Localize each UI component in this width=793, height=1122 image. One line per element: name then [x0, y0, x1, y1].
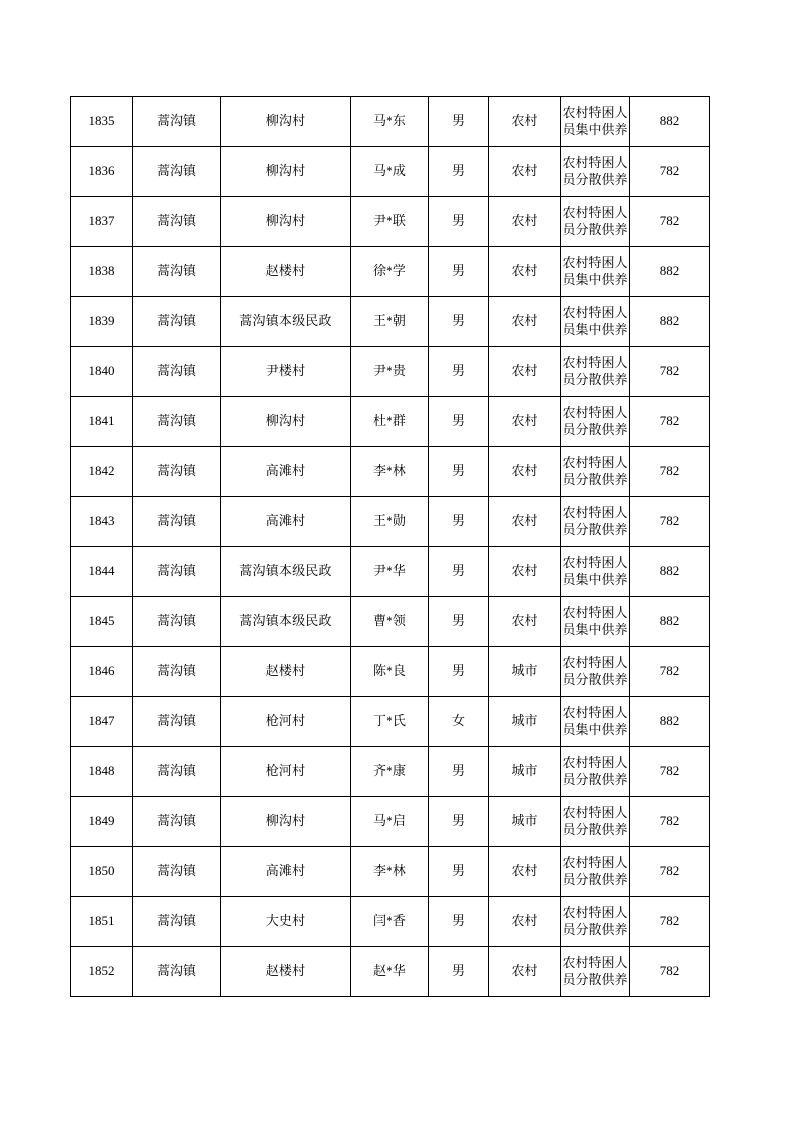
cell-sequence: 1847: [71, 697, 133, 747]
cell-township: 蒿沟镇: [133, 347, 221, 397]
table-row: [71, 947, 710, 997]
cell-township: 蒿沟镇: [133, 897, 221, 947]
cell-gender: 男: [429, 97, 489, 147]
cell-township: 蒿沟镇: [133, 797, 221, 847]
cell-person-name: 马*启: [351, 797, 429, 847]
cell-sequence: 1845: [71, 597, 133, 647]
cell-household-type: 农村: [489, 447, 561, 497]
cell-gender: 男: [429, 847, 489, 897]
table-row: [71, 797, 710, 847]
cell-assistance-category: 农村特困人员集中供养: [561, 247, 630, 297]
cell-village: 枪河村: [221, 747, 351, 797]
cell-household-type: 农村: [489, 297, 561, 347]
cell-amount: 782: [630, 347, 710, 397]
cell-township: 蒿沟镇: [133, 297, 221, 347]
table-row: [71, 197, 710, 247]
cell-gender: 男: [429, 497, 489, 547]
cell-household-type: 农村: [489, 197, 561, 247]
cell-household-type: 城市: [489, 747, 561, 797]
cell-household-type: 农村: [489, 947, 561, 997]
cell-sequence: 1849: [71, 797, 133, 847]
cell-amount: 882: [630, 247, 710, 297]
cell-person-name: 曹*领: [351, 597, 429, 647]
cell-sequence: 1846: [71, 647, 133, 697]
cell-sequence: 1848: [71, 747, 133, 797]
cell-sequence: 1841: [71, 397, 133, 447]
cell-assistance-category: 农村特困人员分散供养: [561, 347, 630, 397]
cell-person-name: 王*勋: [351, 497, 429, 547]
cell-township: 蒿沟镇: [133, 947, 221, 997]
cell-village: 柳沟村: [221, 197, 351, 247]
table-row: [71, 347, 710, 397]
cell-amount: 782: [630, 147, 710, 197]
cell-gender: 男: [429, 597, 489, 647]
cell-household-type: 农村: [489, 147, 561, 197]
cell-sequence: 1836: [71, 147, 133, 197]
cell-sequence: 1839: [71, 297, 133, 347]
cell-township: 蒿沟镇: [133, 447, 221, 497]
cell-amount: 782: [630, 897, 710, 947]
cell-person-name: 马*东: [351, 97, 429, 147]
cell-assistance-category: 农村特困人员集中供养: [561, 547, 630, 597]
table-row: [71, 447, 710, 497]
cell-township: 蒿沟镇: [133, 147, 221, 197]
cell-gender: 男: [429, 747, 489, 797]
cell-amount: 782: [630, 847, 710, 897]
cell-sequence: 1838: [71, 247, 133, 297]
cell-amount: 782: [630, 947, 710, 997]
table-row: [71, 247, 710, 297]
cell-village: 赵楼村: [221, 247, 351, 297]
cell-amount: 782: [630, 647, 710, 697]
cell-township: 蒿沟镇: [133, 397, 221, 447]
assistance-recipients-table: [70, 96, 710, 997]
table-row: [71, 597, 710, 647]
cell-assistance-category: 农村特困人员分散供养: [561, 947, 630, 997]
table-row: [71, 297, 710, 347]
cell-household-type: 农村: [489, 397, 561, 447]
cell-village: 赵楼村: [221, 647, 351, 697]
cell-assistance-category: 农村特困人员分散供养: [561, 497, 630, 547]
cell-village: 蒿沟镇本级民政: [221, 597, 351, 647]
cell-sequence: 1850: [71, 847, 133, 897]
cell-gender: 男: [429, 397, 489, 447]
cell-person-name: 尹*联: [351, 197, 429, 247]
cell-gender: 男: [429, 447, 489, 497]
cell-village: 高滩村: [221, 447, 351, 497]
cell-assistance-category: 农村特困人员分散供养: [561, 397, 630, 447]
cell-gender: 男: [429, 947, 489, 997]
cell-gender: 男: [429, 297, 489, 347]
table-row: [71, 897, 710, 947]
cell-assistance-category: 农村特困人员分散供养: [561, 747, 630, 797]
cell-assistance-category: 农村特困人员集中供养: [561, 597, 630, 647]
cell-amount: 782: [630, 197, 710, 247]
cell-household-type: 农村: [489, 347, 561, 397]
table-row: [71, 397, 710, 447]
cell-gender: 男: [429, 197, 489, 247]
cell-village: 尹楼村: [221, 347, 351, 397]
cell-village: 蒿沟镇本级民政: [221, 547, 351, 597]
cell-amount: 782: [630, 797, 710, 847]
cell-sequence: 1842: [71, 447, 133, 497]
cell-household-type: 农村: [489, 847, 561, 897]
cell-township: 蒿沟镇: [133, 97, 221, 147]
cell-gender: 女: [429, 697, 489, 747]
cell-sequence: 1837: [71, 197, 133, 247]
cell-sequence: 1852: [71, 947, 133, 997]
cell-township: 蒿沟镇: [133, 197, 221, 247]
cell-amount: 782: [630, 397, 710, 447]
cell-person-name: 尹*华: [351, 547, 429, 597]
table-row: [71, 97, 710, 147]
table-row: [71, 497, 710, 547]
cell-person-name: 赵*华: [351, 947, 429, 997]
cell-assistance-category: 农村特困人员分散供养: [561, 147, 630, 197]
cell-township: 蒿沟镇: [133, 547, 221, 597]
cell-assistance-category: 农村特困人员集中供养: [561, 97, 630, 147]
cell-household-type: 农村: [489, 97, 561, 147]
cell-sequence: 1844: [71, 547, 133, 597]
cell-person-name: 丁*氏: [351, 697, 429, 747]
cell-township: 蒿沟镇: [133, 497, 221, 547]
cell-village: 高滩村: [221, 497, 351, 547]
cell-person-name: 李*林: [351, 847, 429, 897]
cell-gender: 男: [429, 547, 489, 597]
cell-sequence: 1835: [71, 97, 133, 147]
cell-gender: 男: [429, 247, 489, 297]
cell-assistance-category: 农村特困人员集中供养: [561, 697, 630, 747]
cell-sequence: 1851: [71, 897, 133, 947]
cell-amount: 782: [630, 497, 710, 547]
cell-assistance-category: 农村特困人员分散供养: [561, 197, 630, 247]
cell-person-name: 王*朝: [351, 297, 429, 347]
table-row: [71, 147, 710, 197]
cell-village: 大史村: [221, 897, 351, 947]
cell-person-name: 陈*良: [351, 647, 429, 697]
cell-household-type: 城市: [489, 697, 561, 747]
cell-household-type: 城市: [489, 797, 561, 847]
cell-amount: 782: [630, 447, 710, 497]
cell-amount: 882: [630, 297, 710, 347]
cell-amount: 882: [630, 97, 710, 147]
cell-assistance-category: 农村特困人员分散供养: [561, 647, 630, 697]
cell-village: 蒿沟镇本级民政: [221, 297, 351, 347]
cell-gender: 男: [429, 347, 489, 397]
cell-sequence: 1840: [71, 347, 133, 397]
cell-assistance-category: 农村特困人员集中供养: [561, 297, 630, 347]
table-row: [71, 747, 710, 797]
cell-gender: 男: [429, 147, 489, 197]
cell-gender: 男: [429, 647, 489, 697]
cell-village: 柳沟村: [221, 147, 351, 197]
cell-village: 柳沟村: [221, 397, 351, 447]
cell-amount: 882: [630, 547, 710, 597]
cell-township: 蒿沟镇: [133, 647, 221, 697]
cell-person-name: 李*林: [351, 447, 429, 497]
cell-person-name: 徐*学: [351, 247, 429, 297]
cell-person-name: 杜*群: [351, 397, 429, 447]
cell-sequence: 1843: [71, 497, 133, 547]
cell-township: 蒿沟镇: [133, 697, 221, 747]
cell-township: 蒿沟镇: [133, 747, 221, 797]
cell-township: 蒿沟镇: [133, 247, 221, 297]
table-row: [71, 697, 710, 747]
cell-village: 赵楼村: [221, 947, 351, 997]
cell-person-name: 闫*香: [351, 897, 429, 947]
assistance-recipients-table-wrap: [70, 96, 709, 997]
table-row: [71, 647, 710, 697]
cell-amount: 882: [630, 597, 710, 647]
cell-assistance-category: 农村特困人员分散供养: [561, 847, 630, 897]
cell-gender: 男: [429, 897, 489, 947]
cell-household-type: 农村: [489, 597, 561, 647]
cell-household-type: 城市: [489, 647, 561, 697]
cell-assistance-category: 农村特困人员分散供养: [561, 797, 630, 847]
cell-township: 蒿沟镇: [133, 597, 221, 647]
cell-household-type: 农村: [489, 247, 561, 297]
cell-amount: 782: [630, 747, 710, 797]
cell-amount: 882: [630, 697, 710, 747]
cell-gender: 男: [429, 797, 489, 847]
cell-village: 柳沟村: [221, 97, 351, 147]
cell-person-name: 齐*康: [351, 747, 429, 797]
cell-person-name: 尹*贵: [351, 347, 429, 397]
table-row: [71, 547, 710, 597]
cell-household-type: 农村: [489, 897, 561, 947]
cell-person-name: 马*成: [351, 147, 429, 197]
cell-assistance-category: 农村特困人员分散供养: [561, 447, 630, 497]
cell-assistance-category: 农村特困人员分散供养: [561, 897, 630, 947]
cell-household-type: 农村: [489, 547, 561, 597]
table-row: [71, 847, 710, 897]
cell-household-type: 农村: [489, 497, 561, 547]
cell-village: 高滩村: [221, 847, 351, 897]
cell-township: 蒿沟镇: [133, 847, 221, 897]
cell-village: 柳沟村: [221, 797, 351, 847]
cell-village: 枪河村: [221, 697, 351, 747]
